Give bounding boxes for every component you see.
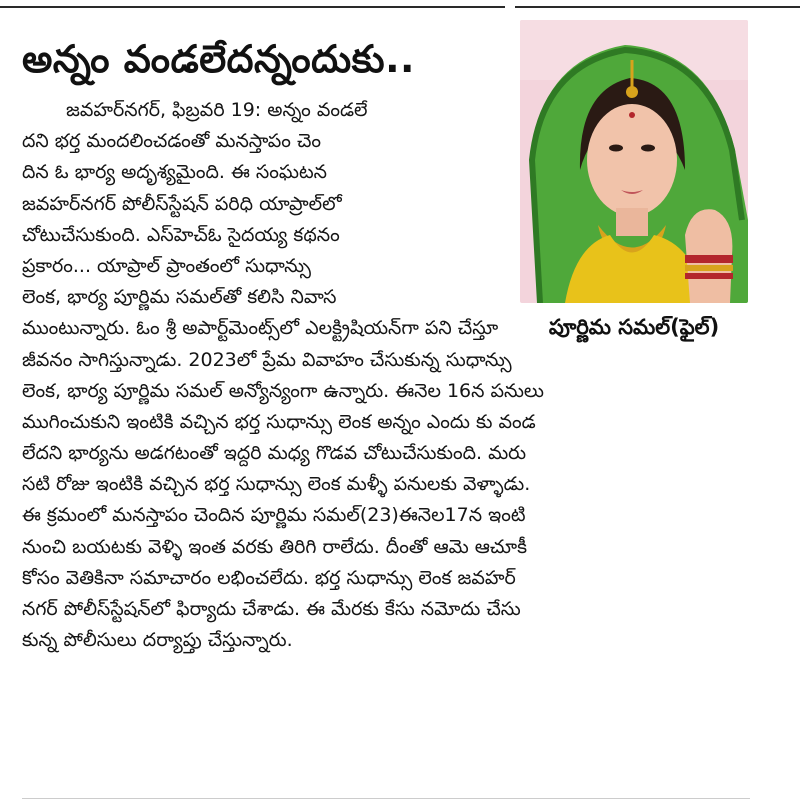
body-line: ప్రకారం... యాప్రాల్ ప్రాంతంలో సుధాన్సు (22, 254, 311, 277)
body-line: జీవనం సాగిస్తున్నాడు. 2023లో ప్రేమ వివాహం చేసుకున్న సుధాన్సు (22, 348, 512, 371)
body-line: లెంక, భార్య పూర్ణిమ సమల్‌తో కలిసి నివాస (22, 286, 337, 309)
top-rule (0, 6, 800, 8)
photo-caption: పూర్ణిమ సమల్(ఫైల్) (548, 315, 720, 339)
body-line: జవహర్‌నగర్ పోలీస్‌స్టేషన్ పరిధి యాప్రాల్‌లో (22, 192, 342, 215)
body-line: చోటుచేసుకుంది. ఎస్‌హెచ్‌ఓ సైదయ్య కథనం (22, 223, 340, 246)
top-rule-gap (505, 3, 515, 11)
article-body (22, 95, 750, 656)
body-line: నగర్ పోలీస్‌స్టేషన్‌లో ఫిర్యాదు చేశాడు. ఈ మేరకు కేసు నమోదు చేసు (22, 598, 521, 620)
body-line: సటి రోజు ఇంటికి వచ్చిన భర్త సుధాన్సు లెంక మళ్ళీ పనులకు వెళ్ళాడు. (22, 473, 531, 496)
body-line: నుంచి బయటకు వెళ్ళి ఇంత వరకు తిరిగి రాలేదు. దీంతో ఆమె ఆచూకీ (22, 535, 528, 558)
body-line: ముగించుకుని ఇంటికి వచ్చిన భర్త సుధాన్సు లెంక అన్నం ఎందు కు వండ (22, 410, 536, 433)
body-line: కున్న పోలీసులు దర్యాప్తు చేస్తున్నారు. (22, 629, 293, 652)
body-line-text: జవహర్‌నగర్, ఫిబ్రవరి 19: అన్నం వండలే (66, 99, 368, 121)
body-line: లేదని భార్యను అడగటంతో ఇద్దరి మధ్య గొడవ చోటుచేసుకుంది. మరు (22, 442, 527, 465)
body-line: ముంటున్నారు. ఓం శ్రీ అపార్ట్‌మెంట్స్‌లో ఎలక్ట్రిషియన్‌గా పని చేస్తూ (22, 317, 499, 340)
body-line: దిన ఓ భార్య అదృశ్యమైంది. ఈ సంఘటన (22, 161, 327, 184)
body-line: ఈ క్రమంలో మనస్తాపం చెందిన పూర్ణిమ సమల్(23)ఈనెల17న ఇంటి (22, 504, 526, 527)
bottom-rule (22, 798, 750, 799)
headline: అన్నం వండలేదన్నందుకు.. (22, 37, 415, 81)
body-line: లెంక, భార్య పూర్ణిమ సమల్ అన్యోన్యంగా ఉన్నారు. ఈనెల 16న పనులు (22, 379, 544, 402)
body-line: దని భర్త మందలించడంతో మనస్తాపం చెం (22, 130, 322, 153)
body-line (22, 95, 514, 126)
body-line: కోసం వెతికినా సమాచారం లభించలేదు. భర్త సుధాన్సు లెంక జవహర్ (22, 566, 516, 589)
